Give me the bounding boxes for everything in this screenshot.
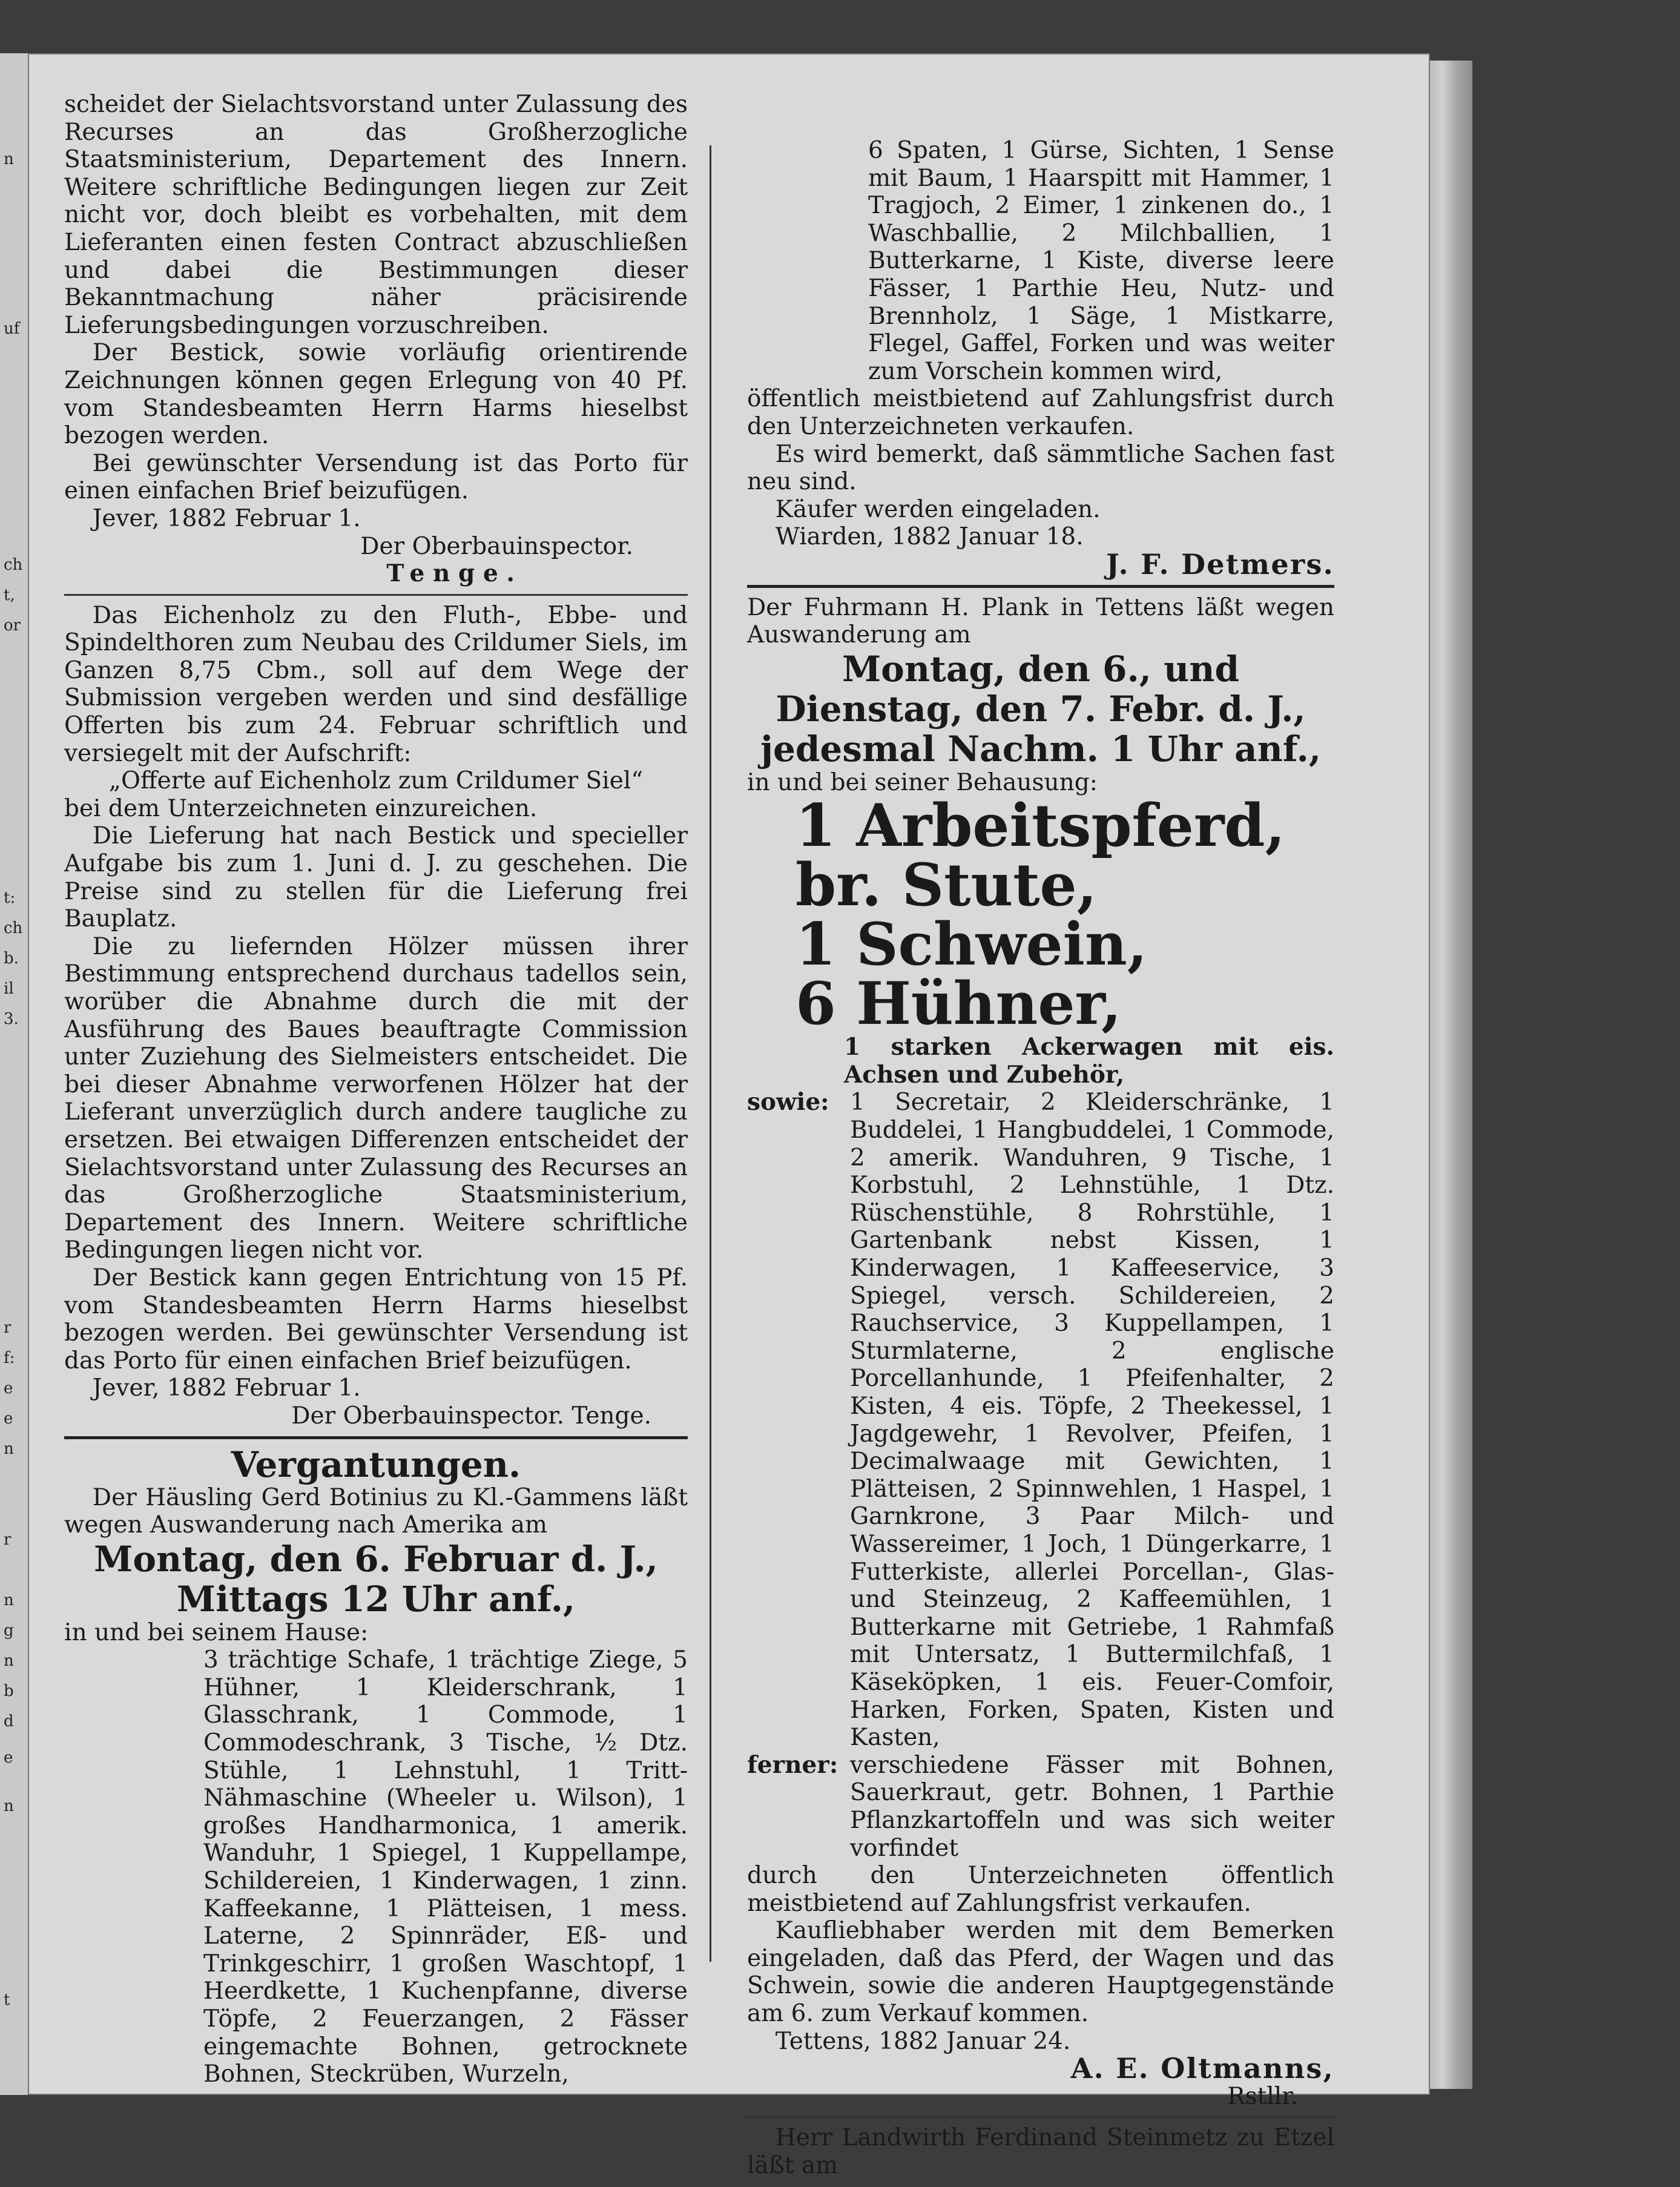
signature: Der Oberbauinspector. Tenge.: [291, 1402, 651, 1430]
paragraph: Die zu liefernden Hölzer müssen ihrer Bestimmung entsprechend durchaus tadellos sein, worüber die Abnahme durch die mit der Ausführung des Baues beauftragte Commission unter Zuziehung des Sielmeisters entscheidet. Die bei dieser Abnahme verworfenen Hölzer hat der Lieferant unverzüglich durch andere taugliche zu ersetzen. Bei etwaigen Differenzen entscheidet der Sielachtsvorstand unter Zulassung des Recurses an das Großherzogliche Staatsministerium, Departement des Innern. Weitere schriftliche Bedingungen liegen nicht vor.: [64, 932, 688, 1264]
facing-page-fragment: t:: [4, 889, 16, 907]
item-list: 1 Secretair, 2 Kleiderschränke, 1 Buddelei, 1 Hangbuddelei, 1 Commode, 2 amerik. Wanduhren, 9 Tische, 1 Korbstuhl, 2 Lehnstühle, 1 Dtz. Rüschenstühle, 8 Rohrstühle, 1 Gartenbank nebst Kissen, 1 Kinderwagen, 1 Kaffeeservice, 3 Spiegel, versch. Schildereien, 2 Rauchservice, 3 Kuppellampen, 1 Sturmlaterne, 2 englische Porcellanhunde, 1 Pfeifenhalter, 2 Kisten, 4 eis. Töpfe, 2 Theekessel, 1 Jagdgewehr, 1 Revolver, Pfeifen, 1 Decimalwaage mit Gewichten, 1 Plätteisen, 2 Spinnwehlen, 1 Haspel, 1 Garnkrone, 3 Paar Milch- und Wassereimer, 1 Joch, 1 Düngerkarre, 1 Futterkiste, allerlei Porcellan-, Glas- und Steinzeug, 2 Kaffeemühlen, 1 Butterkarne mit Getriebe, 1 Rahmfaß mit Untersatz, 1 Buttermilchfaß, 1 Käseköpken, 1 eis. Feuer-Comfoir, Harken, Forken, Spaten, Kisten und Kasten,: [850, 1089, 1334, 1752]
paragraph: Der Fuhrmann H. Plank in Tettens läßt wegen Auswanderung am: [747, 593, 1334, 649]
facing-page-fragment: n: [4, 150, 14, 168]
section-rule: [747, 585, 1334, 588]
paragraph: öffentlich meistbietend auf Zahlungsfrist durch den Unterzeichneten verkaufen.: [747, 385, 1334, 440]
facing-page-fragment: 3.: [4, 1010, 19, 1028]
facing-page-fragment: n: [4, 1797, 14, 1815]
facing-page-fragment: n: [4, 1591, 14, 1609]
lot-heading: 1 Schwein,: [796, 910, 1148, 979]
lot-heading: 6 Hühner,: [796, 969, 1122, 1038]
item-list: 6 Spaten, 1 Gürse, Sichten, 1 Sense mit Baum, 1 Haarspitt mit Hammer, 1 Tragjoch, 2 Eimer, 1 zinkenen do., 1 Waschballie, 2 Milchballien, 1 Butterkarne, 1 Kiste, diverse leere Fässer, 1 Parthie Heu, Nutz- und Brennholz, 1 Säge, 1 Mistkarre, Flegel, Gaffel, Forken und was weiter zum Vorschein kommen wird,: [868, 137, 1334, 385]
facing-page-fragment: t: [4, 1991, 10, 2009]
paragraph: durch den Unterzeichneten öffentlich meistbietend auf Zahlungsfrist verkaufen.: [747, 1862, 1334, 1917]
facing-page-fragment: e: [4, 1749, 13, 1767]
auction-time: jedesmal Nachm. 1 Uhr anf.,: [760, 728, 1322, 770]
auction-date: Montag, den 6., und Dienstag, den 7. Febr. d. J.,: [776, 648, 1306, 730]
left-column: [64, 91, 688, 2088]
paragraph: Käufer werden eingeladen.: [775, 495, 1101, 523]
sowie-block: [747, 1089, 1334, 1751]
paragraph: Bei gewünschter Versendung ist das Porto für einen einfachen Brief beizufügen.: [64, 449, 688, 505]
facing-page-fragment: il: [4, 980, 14, 998]
paragraph: Kaufliebhaber werden mit dem Bemerken eingeladen, daß das Pferd, der Wagen und das Schwein, sowie die anderen Hauptgegenstände am 6. zum Verkauf kommen.: [747, 1917, 1334, 2028]
facing-page-fragment: r: [4, 1531, 12, 1549]
paragraph: Es wird bemerkt, daß sämmtliche Sachen fast neu sind.: [747, 440, 1334, 496]
ferner-block: [747, 1752, 1334, 1862]
facing-page-fragment: or: [4, 616, 21, 635]
paragraph: in und bei seiner Behausung:: [747, 768, 1098, 796]
facing-page-fragment: uf: [4, 320, 20, 338]
facing-page-fragment: t,: [4, 586, 15, 604]
paragraph: Der Häusling Gerd Botinius zu Kl.-Gammens läßt wegen Auswanderung nach Amerika am: [64, 1483, 688, 1539]
facing-page-fragment: ch: [4, 556, 23, 574]
paragraph: Der Bestick, sowie vorläufig orientirende Zeichnungen können gegen Erlegung von 40 Pf. vom Standesbeamten Herrn Harms hieselbst bezogen werden.: [64, 339, 688, 450]
dateline: Tettens, 1882 Januar 24.: [775, 2027, 1071, 2055]
section-heading: Vergantungen.: [231, 1443, 521, 1485]
signature: A. E. Oltmanns,: [1070, 2052, 1334, 2085]
signature: Tenge.: [386, 559, 523, 588]
section-rule: [747, 2116, 1334, 2118]
signature: J. F. Detmers.: [1106, 547, 1334, 581]
facing-page-fragment: b.: [4, 949, 19, 968]
paragraph: Das Eichenholz zu den Fluth-, Ebbe- und Spindelthoren zum Neubau des Crildumer Siels, im Ganzen 8,75 Cbm., soll auf dem Wege der Submission vergeben werden und sind desfällige Offerten bis zum 24. Februar schriftlich und versiegelt mit der Aufschrift:: [64, 601, 688, 767]
office-title: Der Oberbauinspector.: [360, 532, 633, 560]
facing-page-fragment: e: [4, 1410, 13, 1428]
paragraph: in und bei seinem Hause:: [64, 1618, 369, 1646]
dateline: Jever, 1882 Februar 1.: [92, 1374, 361, 1402]
signature-title: Rstllr.: [1227, 2082, 1298, 2110]
facing-page-edge: [0, 53, 30, 2095]
section-rule: [64, 1436, 688, 1439]
facing-page-fragment: e: [4, 1379, 13, 1397]
quote: „Offerte auf Eichenholz zum Crildumer Siel“: [108, 767, 644, 795]
section-rule: [64, 594, 688, 596]
item-list: verschiedene Fässer mit Bohnen, Sauerkraut, getr. Bohnen, 1 Parthie Pflanzkartoffeln und was sich weiter vorfindet: [850, 1751, 1334, 1862]
book-edge: [1430, 61, 1472, 2089]
facing-page-fragment: r: [4, 1319, 12, 1337]
lot-heading: 1 Arbeitspferd, br. Stute,: [796, 791, 1285, 920]
dateline: Wiarden, 1882 Januar 18.: [775, 523, 1084, 551]
facing-page-fragment: n: [4, 1440, 14, 1458]
facing-page-fragment: b: [4, 1682, 14, 1700]
facing-page-fragment: ch: [4, 919, 23, 937]
facing-page-fragment: f:: [4, 1349, 15, 1367]
sowie-label: sowie:: [747, 1088, 829, 1117]
dateline: Jever, 1882 Februar 1.: [92, 504, 361, 532]
right-column: [747, 137, 1334, 2180]
facing-page-fragment: n: [4, 1652, 14, 1670]
ferner-label: ferner:: [747, 1750, 838, 1779]
auction-date: Montag, den 6. Februar d. J., Mittags 12 Uhr anf.,: [94, 1538, 658, 1620]
facing-page-fragment: g: [4, 1621, 14, 1640]
paragraph: Herr Landwirth Ferdinand Steinmetz zu Etzel läßt am: [747, 2124, 1334, 2180]
column-divider: [710, 145, 711, 1962]
paragraph: Die Lieferung hat nach Bestick und specieller Aufgabe bis zum 1. Juni d. J. zu geschehen. Die Preise sind zu stellen für die Lieferung frei Bauplatz.: [64, 822, 688, 933]
facing-page-fragment: d: [4, 1712, 14, 1730]
item-list: 3 trächtige Schafe, 1 trächtige Ziege, 5 Hühner, 1 Kleiderschrank, 1 Glasschrank, 1 Commode, 1 Commodeschrank, 3 Tische, ½ Dtz. Stühle, 1 Lehnstuhl, 1 Tritt-Nähmaschine (Wheeler u. Wilson), 1 großes Handharmonica, 1 amerik. Wanduhr, 1 Spiegel, 1 Kuppellampe, Schildereien, 1 Kinderwagen, 1 zinn. Kaffeekanne, 1 Plätteisen, 1 mess. Laterne, 2 Spinnräder, Eß- und Trinkgeschirr, 1 großen Waschtopf, 1 Heerdkette, 1 Kuchenpfanne, diverse Töpfe, 2 Feuerzangen, 2 Fässer eingemachte Bohnen, getrocknete Bohnen, Steckrüben, Wurzeln,: [203, 1646, 688, 2088]
paragraph: Der Bestick kann gegen Entrichtung von 15 Pf. vom Standesbeamten Herrn Harms hieselbst bezogen werden. Bei gewünschter Versendung ist das Porto für einen einfachen Brief beizufügen.: [64, 1264, 688, 1374]
paragraph: bei dem Unterzeichneten einzureichen.: [64, 794, 538, 822]
lot-item: 1 starken Ackerwagen mit eis. Achsen und Zubehör,: [844, 1033, 1334, 1089]
paragraph: scheidet der Sielachtsvorstand unter Zulassung des Recurses an das Großherzogliche Staatsministerium, Departement des Innern. Weitere schriftliche Bedingungen liegen zur Zeit nicht vor, doch bleibt es vorbehalten, mit dem Lieferanten einen festen Contract abzuschließen und dabei die Bestimmungen dieser Bekanntmachung näher präcisirende Lieferungsbedingungen vorzuschreiben.: [64, 91, 688, 339]
